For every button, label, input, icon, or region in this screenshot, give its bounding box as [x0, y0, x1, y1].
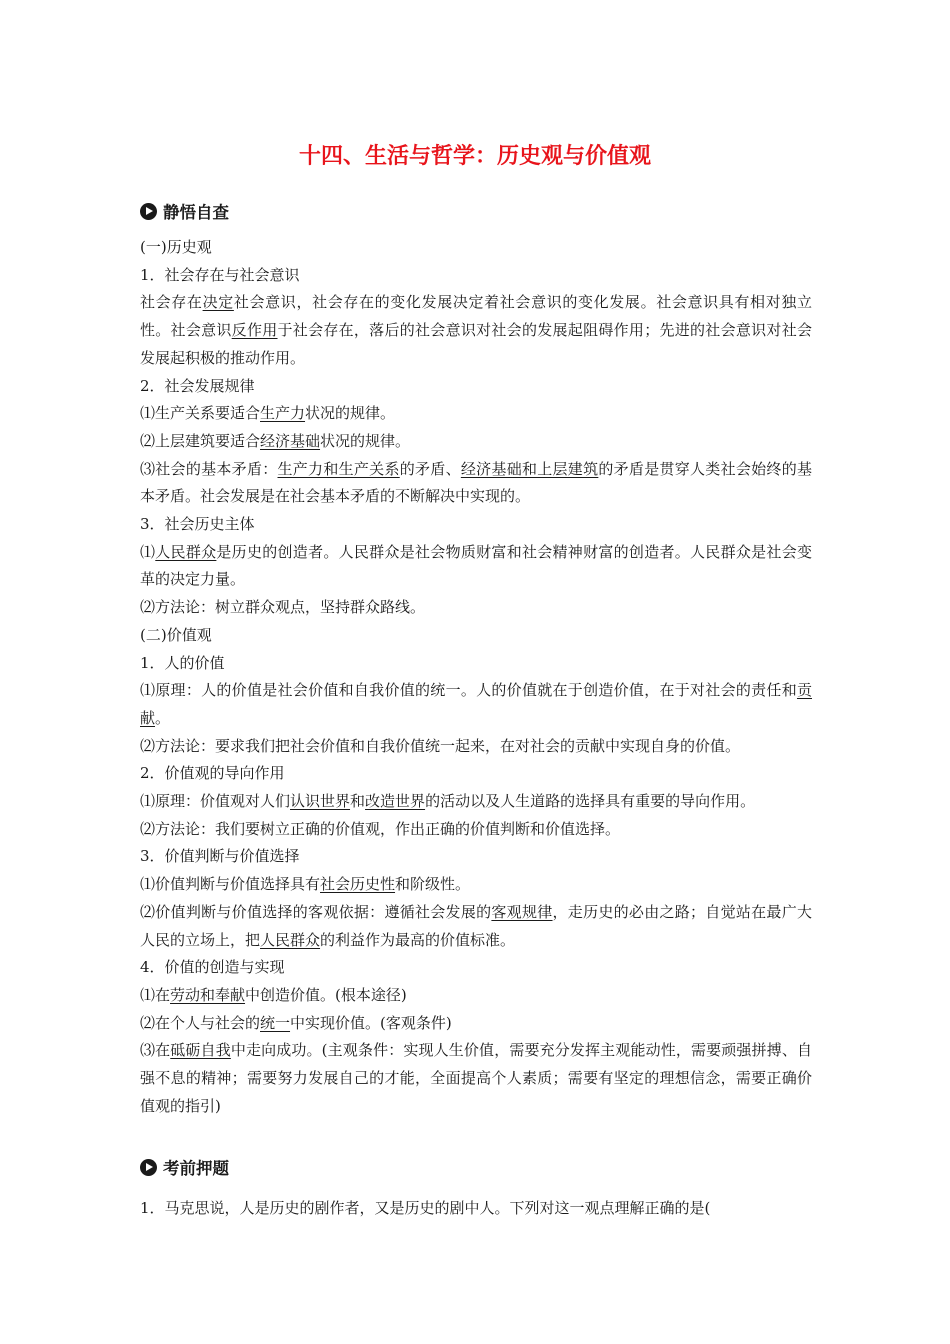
heading-values: (二)价值观: [140, 625, 212, 644]
paragraph: ⑵上层建筑要适合经济基础状况的规律。: [140, 431, 411, 450]
key-term: 人民群众: [155, 542, 217, 561]
key-term: 砥砺自我: [170, 1041, 231, 1060]
paragraph: ⑵方法论：树立群众观点，坚持群众路线。: [140, 598, 426, 617]
paragraph: ⑴原理：价值观对人们认识世界和改造世界的活动以及人生道路的选择具有重要的导向作用。: [140, 792, 756, 811]
subheading: 2．价值观的导向作用: [140, 764, 285, 783]
subheading: 2．社会发展规律: [140, 376, 255, 395]
subheading: 3．价值判断与价值选择: [140, 847, 300, 866]
key-term: 客观规律: [491, 902, 553, 921]
key-term: 生产力: [260, 404, 306, 423]
key-term: 人民群众: [260, 930, 321, 949]
section-label: 考前押题: [163, 1159, 229, 1178]
paragraph: ⑴原理：人的价值是社会价值和自我价值的统一。人的价值就在于创造价值，在于对社会的责任和贡献。: [140, 681, 812, 727]
section-header-review: [140, 198, 229, 224]
subheading: 1．社会存在与社会意识: [140, 265, 300, 284]
play-circle-icon: [140, 203, 157, 220]
review-content: [140, 234, 812, 1121]
paragraph: ⑵价值判断与价值选择的客观依据：遵循社会发展的客观规律，走历史的必由之路；自觉站在最广大人民的立场上，把人民群众的利益作为最高的价值标准。: [140, 902, 812, 949]
subheading: 3．社会历史主体: [140, 515, 255, 534]
paragraph: ⑴人民群众是历史的创造者。人民群众是社会物质财富和社会精神财富的创造者。人民群众是社会变革的决定力量。: [140, 542, 812, 589]
key-term: 认识世界: [290, 792, 351, 811]
key-term: 经济基础和上层建筑: [460, 459, 599, 478]
paragraph: ⑶社会的基本矛盾：生产力和生产关系的矛盾、经济基础和上层建筑的矛盾是贯穿人类社会始终的基本矛盾。社会发展是在社会基本矛盾的不断解决中实现的。: [140, 459, 812, 506]
key-term: 社会历史性: [320, 875, 396, 894]
key-term: 贡献: [140, 681, 812, 727]
paragraph: ⑴价值判断与价值选择具有社会历史性和阶级性。: [140, 875, 471, 894]
play-circle-icon: [140, 1159, 157, 1176]
section-label: 静悟自查: [163, 203, 229, 222]
section-header-exam: [140, 1154, 229, 1180]
paragraph: ⑴生产关系要适合生产力状况的规律。: [140, 404, 396, 423]
paragraph: ⑵在个人与社会的统一中实现价值。(客观条件): [140, 1013, 452, 1032]
key-term: 反作用: [231, 321, 278, 340]
key-term: 生产力和生产关系: [277, 459, 400, 478]
key-term: 经济基础: [260, 431, 321, 450]
key-term: 劳动和奉献: [170, 985, 246, 1004]
paragraph: ⑶在砥砺自我中走向成功。(主观条件：实现人生价值，需要充分发挥主观能动性，需要顽强拼搏、自强不息的精神；需要努力发展自己的才能，全面提高个人素质；需要有坚定的理想信念，需要正确价值观的指引): [140, 1041, 812, 1115]
key-term: 决定: [202, 293, 234, 312]
page-title: 十四、生活与哲学：历史观与价值观: [298, 144, 651, 169]
subheading: 1．人的价值: [140, 653, 225, 672]
question-1: 1．马克思说，人是历史的剧作者，又是历史的剧中人。下列对这一观点理解正确的是(: [140, 1199, 711, 1217]
heading-history: (一)历史观: [140, 238, 212, 256]
paragraph: ⑵方法论：要求我们把社会价值和自我价值统一起来，在对社会的贡献中实现自身的价值。: [140, 736, 741, 755]
key-term: 统一: [260, 1013, 291, 1032]
paragraph: 社会存在决定社会意识，社会存在的变化发展决定着社会意识的变化发展。社会意识具有相对独立性。社会意识反作用于社会存在，落后的社会意识对社会的发展起阻碍作用；先进的社会意识对社会发展起积极的推动作用。: [140, 293, 812, 367]
paragraph: ⑵方法论：我们要树立正确的价值观，作出正确的价值判断和价值选择。: [140, 819, 621, 838]
key-term: 改造世界: [365, 792, 426, 811]
subheading: 4．价值的创造与实现: [140, 958, 285, 977]
paragraph: ⑴在劳动和奉献中创造价值。(根本途径): [140, 985, 407, 1004]
